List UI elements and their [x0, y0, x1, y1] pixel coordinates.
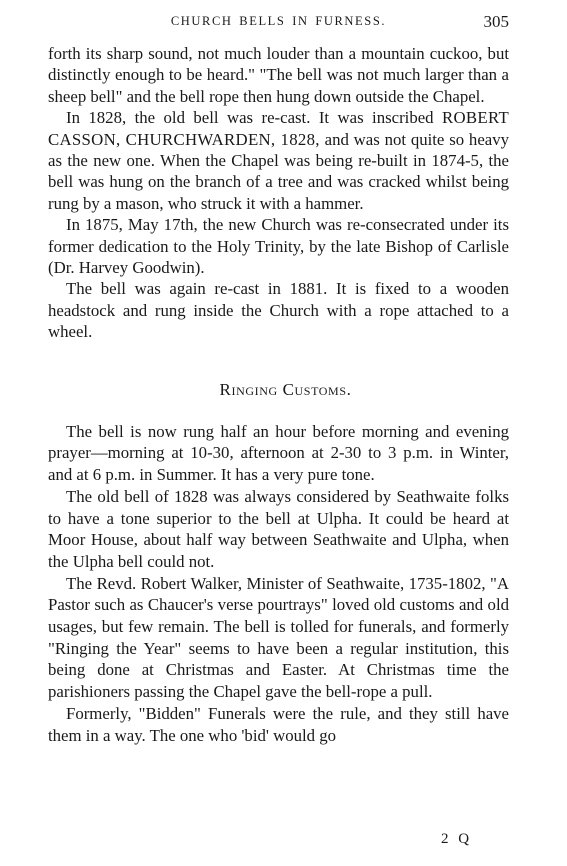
paragraph-2-tail: and was not quite so heavy as the new one. When the Chapel was being re-built in 1874-5, the bell was hung on the branch of a tree and was cracked whilst being rung by a mason, who struck it with a hammer.: [48, 129, 509, 213]
paragraph-4: The bell was again re-cast in 1881. It is fixed to a wooden headstock and rung inside the Church with a rope attached to a wheel.: [48, 279, 509, 342]
page-body: [48, 43, 509, 746]
running-head: [48, 12, 509, 36]
running-title: CHURCH BELLS IN FURNESS.: [170, 14, 387, 28]
signature-mark: 2 Q: [441, 831, 473, 847]
page-number: 305: [483, 12, 509, 31]
paragraph-6: The old bell of 1828 was always considered by Seathwaite folks to have a tone superior to the bell at Ulpha. It could be heard at Moor House, about half way between Seathwaite and Ulpha, when the Ulpha bell could not.: [48, 486, 509, 571]
section-heading: Ringing Customs.: [219, 379, 352, 399]
paragraph-7: The Revd. Robert Walker, Minister of Seathwaite, 1735-1802, "A Pastor such as Chaucer's verse pourtrays" loved old customs and old usages, but few remain. The bell is tolled for funerals, and formerly "Ringing the Year" seems to have been a regular institution, this being done at Christmas and Easter. At Christmas time the parishioners passing the Chapel gave the bell-rope a pull.: [48, 573, 509, 702]
inscription-text: ROBERT CASSON, CHURCHWARDEN, 1828,: [48, 108, 509, 149]
paragraph-2: [48, 107, 509, 214]
ringing-customs-section: [48, 421, 509, 747]
paragraph-1: forth its sharp sound, not much louder than a mountain cuckoo, but distinctly enough to be heard." "The bell was not much larger than a sheep bell" and the bell rope then hung down outside the Chapel.: [48, 44, 509, 106]
paragraph-2-lead: In 1828, the old bell was re-cast. It was inscribed: [66, 108, 434, 128]
paragraph-5: The bell is now rung half an hour before morning and evening prayer—morning at 10-30, afternoon at 2-30 to 3 p.m. in Winter, and at 6 p.m. in Summer. It has a very pure tone.: [48, 421, 509, 485]
paragraph-3: In 1875, May 17th, the new Church was re-consecrated under its former dedication to the Holy Trinity, by the late Bishop of Carlisle (Dr. Harvey Goodwin).: [48, 215, 509, 278]
paragraph-8: Formerly, "Bidden" Funerals were the rule, and they still have them in a way. The one who 'bid' would go: [48, 703, 509, 745]
